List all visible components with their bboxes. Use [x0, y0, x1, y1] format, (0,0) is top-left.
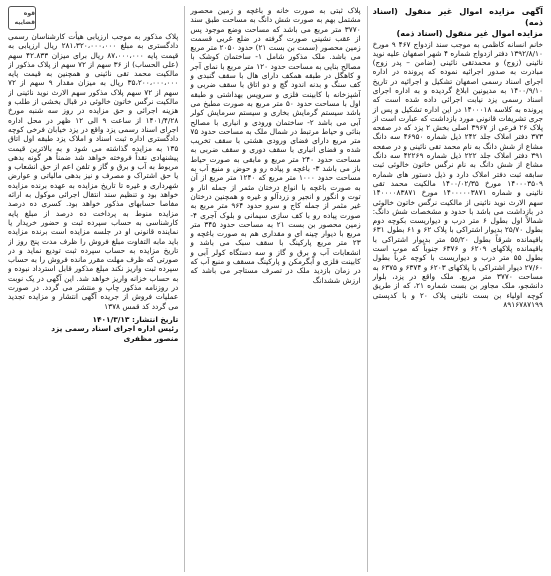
notice-body-right: خانم انسانه کاظمی به موجب سند ازدواج ۴۶۷ ۹ مورخ ۱۳۹۲/۸/۱۰ دفتر ازدواج شماره ۴ شهر اصفهان علیه نوید نائینی (زوج) و محمدتقی نائینی (ضامن – پدر زوج) مبادرت به صدور اجرائیه نموده که پرونده در اداره اجرای اسناد رسمی اصفهان تشکیل و اجرائیه در تاریخ ۱۴۰۰/۹/۱۰ به مدیونین ابلاغ گردیده و به اداره اجرای اسناد رسمی یزد نیابت اجرائی داده شده است که پرونده به کلاسه ۱۴۰۰۰۱۸ در این اداره تشکیل و پس از جری تشریفات قانونی مورد بازداشت که عبارت است از پلاک ۲۶ فرعی از ۳۹۶۷ اصلی بخش ۲ یزد که در صفحه ۳۷۳ دفتر املاک جلد ۲۴۲ ذیل شماره ۴۶۹۵۰ سه دانگ مشاع از شش دانگ به نام محمد تقی نائینی و در صفحه ۳۹۱ دفتر املاک جلد ۲۲۲ ذیل شماره ۴۲۲۶۹ سه دانگ مشاع از شش دانگ به نام نرگس خاتون خالوئی ثبت سابقه ثبت دفتر املاک دارد و ذیل دستور های شماره ۱۴۰۰۰۳۵۰۹ مورخ ۱۴۰۰/۰۲/۳۵ مالکیت محمد تقی نائینی و شماره ۱۴۰۰۰۰۰۳۸۷۱ مورخ ۱۴۰۰۰۰۸۳۸۷۱ سهم الارث نوید نائینی از مالکیت نرگس خاتون خالوئی در بازداشت می باشد با حدود و مشخصات شش دانگ: شمالاً اول بطول ۶ متر درب و دیواریست بکوچه دوم بطول ۲۵/۷۰ بدیوار اشتراکی با پلاک ۶۲ و ۶۱ بطول ۶۳۱ باقیمانده شرقاً بطول ۵۵/۲۰ متر بدیوار اشتراکی با باقیمانده پلاکهای ۶۲۰۹ و ۶۳۷۶ جنوباً که موب است بطول ۵۵ متر درب و دیواریست با کوچه غرباً بطول ۲۷/۶۰ دیوار اشتراکی با پلاکهای ۶۲۰۳ و ۶۳۷۴ و ۶۳۷۵ به مساحت ۳۷۷۰ متر مربع. ملک واقع در یزد، بلوار دانشجو، ملک مجاور بن بست شماره ۲۱، که از طریق کوچه اولیاء بن بست نائینی پلاک ۲۰ و با کدپستی ۸۹۱۶۷۸۷۱۹۹ — [372, 39, 543, 309]
notice-body-left: پلاک مذکور به موجب ارزیابی هیأت کارشناسان رسمی دادگستری به مبلغ ۲۸۱،۳۲۰،۰۰۰،۰۰۰ ریال ارزیابی به قیمت پایه ۸۷،۰۰۰،۰۰۰ ریال برای میزان ۴۲.۸۳۳ سهم (علی الحساب) از ۳۶ سهم از ۷۲ سهم از پلاک مذکور از مالکیت محمد تقی نائینی و همچنین به قیمت پایه ۳۵،۲۰۰،۰۰۰،۰۰۰ ریال به میزان مقدار ۹ سهم از ۷۲ سهم از ۷۲ سهم پلاک مذکور سهم الارث نوید نائینی از مالکیت نرگس خاتون خالوئی در قبال بخشی از طلب و هزینه اجرائی و حق مزایده در روز سه شنبه مورخ ۱۴۰۱/۴/۲۸ از ساعت ۹ الی ۱۲ ظهر در محل اداره اجرای اسناد رسمی یزد واقع در یزد خیابان فرخی کوچه دادگستری اداره ثبت اسناد و املاک یزد طبقه اول اتاق ۱۳۵ به مزایده گذاشته می شود و به بالاترین قیمت پیشنهادی نقداً فروخته خواهد شد ضمناً هر گونه بدهی مربوط به آب و برق و گاز و تلفن اعم از حق انشعاب و یا حق اشتراک و مصرف و نیز بدهی مالیاتی و عوارض شهرداری و غیره تا تاریخ مزایده به عهده برنده مزایده خواهد بود و تنظیم سند انتقال اجرائی موکول به ارائه مفاصا حسابهای مذکور خواهد بود. کسری ده درصد مزایده منوط به پرداخت ده درصد از مبلغ پایه کارشناسی به حساب سپرده ثبت و حضور خریدار یا نماینده قانونی او در جلسه مزایده است برنده مزایده باید مابه التفاوت مبلغ فروش را ظرف مدت پنج روز از تاریخ مزایده به حساب سپرده ثبت تودیع نماید و در صورتی که ظرف مهلت مقرر مانده فروش را به حساب سپرده ثبت واریز نکند مبلغ مذکور قابل استرداد نبوده و به حساب خزانه واریز خواهد شد. این آگهی در یک نوبت در روزنامه مذکور چاپ و منتشر می گردد. در صورت عملیات فروش از جریده آگهی انتشار و مزایده تجدید می گردد کد قمس ۱۳۷۸ — [8, 32, 179, 311]
notice-columns — [8, 6, 543, 572]
notice-body-middle: پلاک ثبتی به صورت خانه و باغچه و زمین محصور مشتمل بهم به صورت شش دانگ به مساحت طبق سند ۳۷۷۰ متر مربع می باشد که مساحت وضع موجود پس از عقب نشینی صورت گرفته در ضلع غربی قسمت زمین محصور (سمت بن بست ۲۱) حدود ۲۰۵۰ متر مربع می باشد. ملک مذکور شامل ۱- ساختمان کوشک با مصالح بنایی به مساحت حدود ۱۲۰ متر مربع با نمای آجر و کاهگل در طبقه همکف دارای هال با سقف گنبدی و کف سنگ و بدنه اندود گچ و دو اتاق با سقف ضربی و آشپزخانه با کابینت فلزی و سرویس بهداشتی و طبقه اول با مساحت حدود ۵۰ متر مربع به صورت مطبخ می باشد سیستم گرمایش بخاری و سیستم سرمایش کولر آبی می باشد ۲- ساختمان ورودی و انباری با مصالح بنائی و حیاط مرتبط در شمال ملک به مساحت حدود ۷۵ متر مربع دارای فضای ورودی هشتی با سقف تخریب شده و فضای انباری با سقف دوری و سقف ضربی به مساحت حدود ۲۴۰ متر مربع و مابقی به صورت حیاط باز می باشد ۳- باغچه و پیاده رو و حوض و منبع آب به مساحت حدود ۱۰۰۰ متر مربع که ۱۲۴۰ متر مربع از آن به صورت باغچه با انواع درختان مثمر از جمله انار و توت و انگور و انجیر و زردآلو و غیره و همچنین درختان غیر مثمر از جمله کاج و سرو حدود ۹۶۴ متر مربع به صورت پیاده رو با کف سازی سیمانی و بلوک آجری ۴- زمین محصور بن بست ۲۱ به مساحت حدود ۳۴۵ متر مربع با دیوار چینه ای و مقداری هم به صورت باغچه و ۲۳ متر مربع پارکینگ با سقف سبک می باشد و انشعابات آب و برق و گاز و سه دستگاه کولر آبی و کابینت فلزی و آبگرمکن و پارکینگ مسقف و منبع آب که در زمان بازدید ملک در تصرف مستاجر می باشد که ارزش ششدانگ — [190, 6, 361, 285]
notice-column-middle — [184, 6, 360, 572]
notice-subtitle: مزایده اموال غیر منقول (اسناد ذمه) — [396, 28, 543, 38]
notice-column-right — [367, 6, 543, 572]
judiciary-logo — [8, 6, 36, 30]
notice-column-left — [8, 6, 178, 572]
notice-footer — [8, 315, 178, 343]
notice-title: آگهی مزایده اموال غیر منقول (اسناد ذمه) — [372, 6, 543, 27]
signature-name: منصور مظفری — [123, 333, 179, 343]
signature-org: رئیس اداره اجرای اسناد رسمی یزد — [51, 324, 179, 334]
judiciary-logo-text: قوه قضاییه — [14, 9, 36, 26]
logo-row — [8, 6, 178, 30]
publish-date: تاریخ انتشار: ۱۴۰۱/۳/۱۳ — [92, 314, 179, 324]
